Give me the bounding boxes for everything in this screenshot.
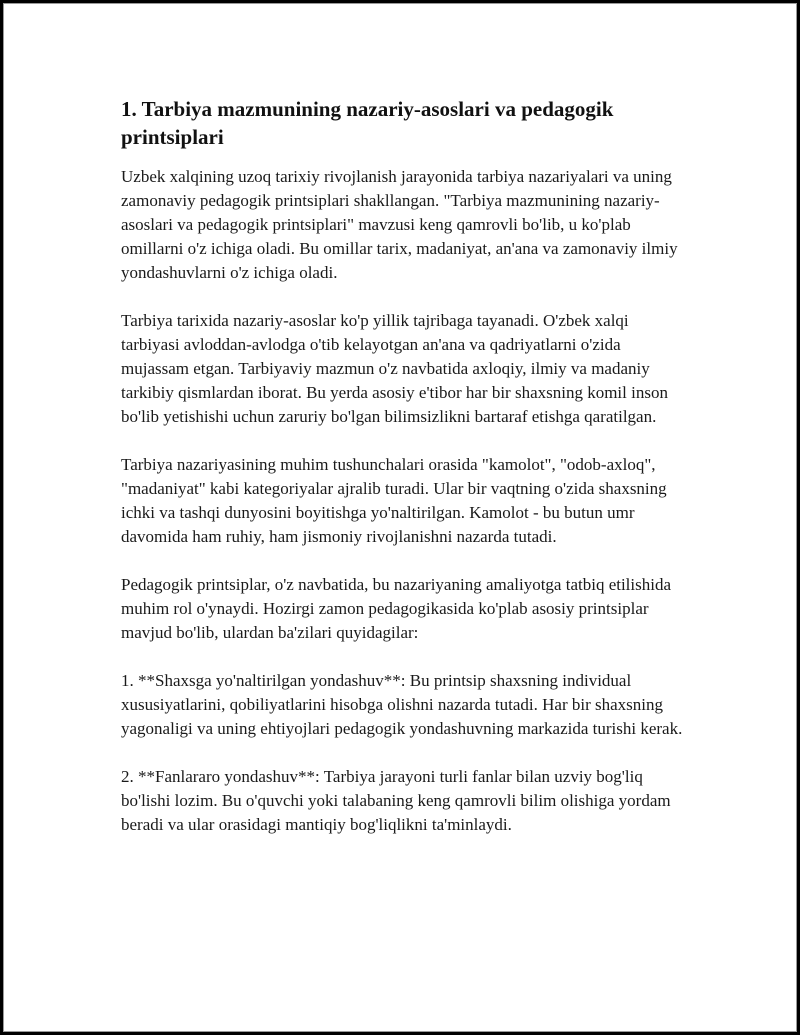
- paragraph-1: Uzbek xalqining uzoq tarixiy rivojlanish jarayonida tarbiya nazariyalari va uning zamonaviy pedagogik printsiplari shakllangan. "Tarbiya mazmunining nazariy-asoslari va pedagogik printsiplari" mavzusi keng qamrovli bo'lib, u ko'plab omillarni o'z ichiga oladi. Bu omillar tarix, madaniyat, an'ana va zamonaviy ilmiy yondashuvlarni o'z ichiga oladi.: [121, 167, 678, 282]
- list-item-1: 1. **Shaxsga yo'naltirilgan yondashuv**: Bu printsip shaxsning individual xususiyatlarini, qobiliyatlarini hisobga olishni nazarda tutadi. Har bir shaxsning yagonaligi va uning ehtiyojlari pedagogik yondashuvning markazida turishi kerak.: [121, 671, 683, 738]
- paragraph-4: Pedagogik printsiplar, o'z navbatida, bu nazariyaning amaliyotga tatbiq etilishida muhim rol o'ynaydi. Hozirgi zamon pedagogikasida ko'plab asosiy printsiplar mavjud bo'lib, ulardan ba'zilari quyidagilar:: [121, 575, 672, 642]
- list-item-2: 2. **Fanlararo yondashuv**: Tarbiya jarayoni turli fanlar bilan uzviy bog'liq bo'lishi lozim. Bu o'quvchi yoki talabaning keng qamrovli bilim olishiga yordam beradi va ular orasidagi mantiqiy bog'liqlikni ta'minlaydi.: [121, 767, 671, 834]
- document-body: [121, 95, 686, 861]
- document-title: 1. Tarbiya mazmunining nazariy-asoslari va pedagogik printsiplari: [121, 97, 614, 149]
- paragraph-3: Tarbiya nazariyasining muhim tushunchalari orasida "kamolot", "odob-axloq", "madaniyat" kabi kategoriyalar ajralib turadi. Ular bir vaqtning o'zida shaxsning ichki va tashqi dunyosini boyitishga yo'naltirilgan. Kamolot - bu butun umr davomida ham ruhiy, ham jismoniy rivojlanishni nazarda tutadi.: [121, 455, 667, 546]
- paragraph-2: Tarbiya tarixida nazariy-asoslar ko'p yillik tajribaga tayanadi. O'zbek xalqi tarbiyasi avloddan-avlodga o'tib kelayotgan an'ana va qadriyatlarni o'zida mujassam etgan. Tarbiyaviy mazmun o'z navbatida axloqiy, ilmiy va madaniy tarkibiy qismlardan iborat. Bu yerda asosiy e'tibor har bir shaxsning komil inson bo'lib yetishishi uchun zaruriy bo'lgan bilimsizlikni bartaraf etishga qaratilgan.: [121, 311, 668, 426]
